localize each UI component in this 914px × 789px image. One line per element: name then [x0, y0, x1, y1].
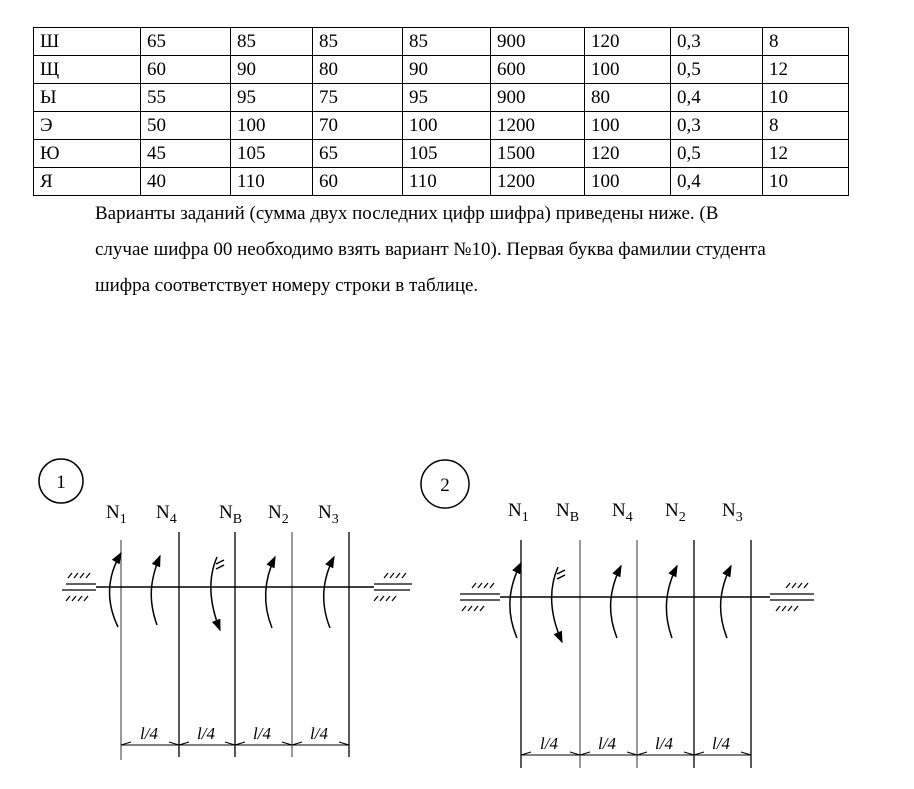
dimension-label: l/4 [540, 734, 558, 753]
table-cell: 80 [585, 84, 671, 112]
table-cell: 85 [231, 28, 313, 56]
dimension-label: l/4 [655, 734, 673, 753]
table-cell: 12 [763, 56, 849, 84]
dimension-label: l/4 [197, 724, 215, 743]
dimension-line [521, 734, 751, 755]
table-cell: 0,5 [671, 56, 763, 84]
table-cell: 100 [403, 112, 491, 140]
load-label: $N_4$ [612, 500, 633, 525]
table-cell: 10 [763, 168, 849, 196]
figure-number: 1 [56, 472, 66, 493]
left-support [460, 583, 500, 611]
row-letter-cell: Ш [34, 28, 141, 56]
row-letter-cell: Я [34, 168, 141, 196]
table-cell: 110 [403, 168, 491, 196]
table-cell: 85 [403, 28, 491, 56]
left-support [62, 573, 96, 601]
table-cell: 12 [763, 140, 849, 168]
table-cell: 1500 [491, 140, 585, 168]
row-letter-cell: Щ [34, 56, 141, 84]
table-cell: 0,3 [671, 112, 763, 140]
table-cell: 65 [313, 140, 403, 168]
torque-arrows [510, 563, 731, 642]
load-label: $N_2$ [268, 502, 289, 527]
table-cell: 100 [585, 56, 671, 84]
right-support [770, 583, 814, 611]
table-cell: 110 [231, 168, 313, 196]
load-label: $N_1$ [508, 500, 529, 525]
load-label: $N_1$ [106, 502, 127, 527]
load-label: $N_4$ [156, 502, 177, 527]
load-labels [508, 500, 743, 525]
table-cell: 75 [313, 84, 403, 112]
figure-2 [421, 460, 814, 768]
table-cell: 8 [763, 28, 849, 56]
right-support [374, 573, 412, 601]
table-cell: 10 [763, 84, 849, 112]
table-cell: 1200 [491, 168, 585, 196]
load-label: $N_3$ [318, 502, 339, 527]
table-cell: 65 [141, 28, 231, 56]
paragraph-line-3: шифра соответствует номеру строки в таблице. [95, 275, 479, 296]
table-cell: 90 [231, 56, 313, 84]
table-cell: 40 [141, 168, 231, 196]
table-cell: 900 [491, 84, 585, 112]
row-letter-cell: Ю [34, 140, 141, 168]
dimension-label: l/4 [712, 734, 730, 753]
table-cell: 100 [231, 112, 313, 140]
table-cell: 0,4 [671, 84, 763, 112]
table-cell: 105 [231, 140, 313, 168]
table-cell: 80 [313, 56, 403, 84]
table-cell: 0,3 [671, 28, 763, 56]
table-cell: 55 [141, 84, 231, 112]
table-cell: 60 [141, 56, 231, 84]
figure-number: 2 [440, 475, 450, 496]
table-cell: 900 [491, 28, 585, 56]
load-label: $N_B$ [219, 502, 243, 527]
table-cell: 8 [763, 112, 849, 140]
table-cell: 100 [585, 112, 671, 140]
table-cell: 100 [585, 168, 671, 196]
table-cell: 95 [231, 84, 313, 112]
table-cell: 95 [403, 84, 491, 112]
load-label: $N_B$ [556, 500, 580, 525]
torque-arrows [110, 553, 334, 630]
dimension-label: l/4 [253, 724, 271, 743]
table-cell: 1200 [491, 112, 585, 140]
table-cell: 120 [585, 28, 671, 56]
load-labels [106, 502, 339, 527]
table-cell: 0,5 [671, 140, 763, 168]
figure-1 [39, 459, 412, 760]
table-cell: 50 [141, 112, 231, 140]
paragraph-line-1: Варианты заданий (сумма двух последних цифр шифра) приведены ниже. (В [95, 203, 719, 224]
table-cell: 60 [313, 168, 403, 196]
table-cell: 45 [141, 140, 231, 168]
table-cell: 90 [403, 56, 491, 84]
table-cell: 0,4 [671, 168, 763, 196]
row-letter-cell: Ы [34, 84, 141, 112]
load-label: $N_3$ [722, 500, 743, 525]
table-cell: 600 [491, 56, 585, 84]
table-cell: 105 [403, 140, 491, 168]
table-cell: 120 [585, 140, 671, 168]
load-label: $N_2$ [665, 500, 686, 525]
row-letter-cell: Э [34, 112, 141, 140]
table-cell: 85 [313, 28, 403, 56]
dimension-label: l/4 [598, 734, 616, 753]
paragraph-line-2: случае шифра 00 необходимо взять вариант №10). Первая буква фамилии студента [95, 239, 766, 260]
dimension-label: l/4 [310, 724, 328, 743]
dimension-label: l/4 [140, 724, 158, 743]
table-cell: 70 [313, 112, 403, 140]
